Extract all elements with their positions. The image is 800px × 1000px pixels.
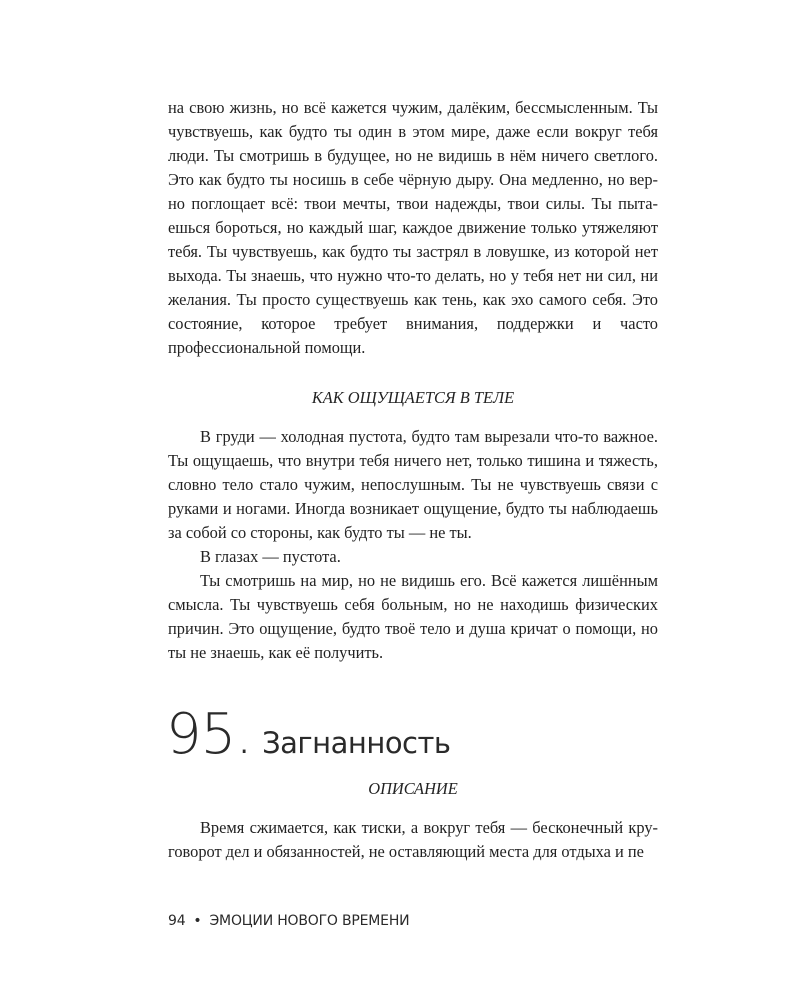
chapter-number: 95. [166, 702, 253, 767]
chapter-name: Загнанность [262, 726, 451, 760]
body-sensations-block [168, 425, 658, 665]
section-heading-description: ОПИСАНИЕ [368, 779, 458, 798]
intro-paragraph-block [168, 96, 658, 360]
body-paragraph-1: В груди — холодная пустота, будто там вырезали что-то важное. Ты ощущаешь, что внутри тебя ничего нет, только тишина и тяжесть, словно тело стало чужим, непослушным. Ты не чувствуешь связи с руками и ногами. Иногда возникает ощущение, будто ты наблюдаешь за собой со стороны, как будто ты — не ты. [168, 427, 658, 542]
chapter-title [166, 700, 451, 770]
section-heading-body-sensations: КАК ОЩУЩАЕТСЯ В ТЕЛЕ [311, 388, 515, 407]
page-number: 94 [168, 913, 186, 929]
footer-bullet-icon: • [193, 913, 202, 929]
body-paragraph-3: Ты смотришь на мир, но не видишь его. Всё кажется лишённым смысла. Ты чувствуешь себя больным, но не находишь физических причин. Это ощущение, будто твоё тело и душа кричат о помощи, но ты не знаешь, как её получить. [168, 571, 658, 662]
book-title: ЭМОЦИИ НОВОГО ВРЕМЕНИ [209, 913, 410, 929]
intro-paragraph: на свою жизнь, но всё кажется чужим, далёким, бессмысленным. Ты чувствуешь, как будто ты один в этом мире, даже если вокруг тебя люди. Ты смотришь в будущее, но не видишь в нём ничего светлого. Это как будто ты носишь в себе чёрную дыру. Она медленно, но верно поглощает всё: твои мечты, твои надежды, твои силы. Ты пытаешься бороться, но каждый шаг, каждое движение только утяжеляют тебя. Ты чувствуешь, как будто ты застрял в ловушке, из которой нет выхода. Ты знаешь, что нужно что-то делать, но у тебя нет ни сил, ни желания. Ты просто существуешь как тень, как эхо самого себя. Это состояние, которое требует внимания, поддержки и часто профессиональной помощи. [168, 98, 658, 357]
description-block [168, 816, 658, 864]
body-paragraph-2: В глазах — пустота. [200, 547, 341, 566]
description-paragraph: Время сжимается, как тиски, а вокруг тебя — бесконечный круговорот дел и обязанностей, не оставляющий места для отдыха и пе [168, 818, 658, 861]
page-footer [168, 911, 409, 931]
